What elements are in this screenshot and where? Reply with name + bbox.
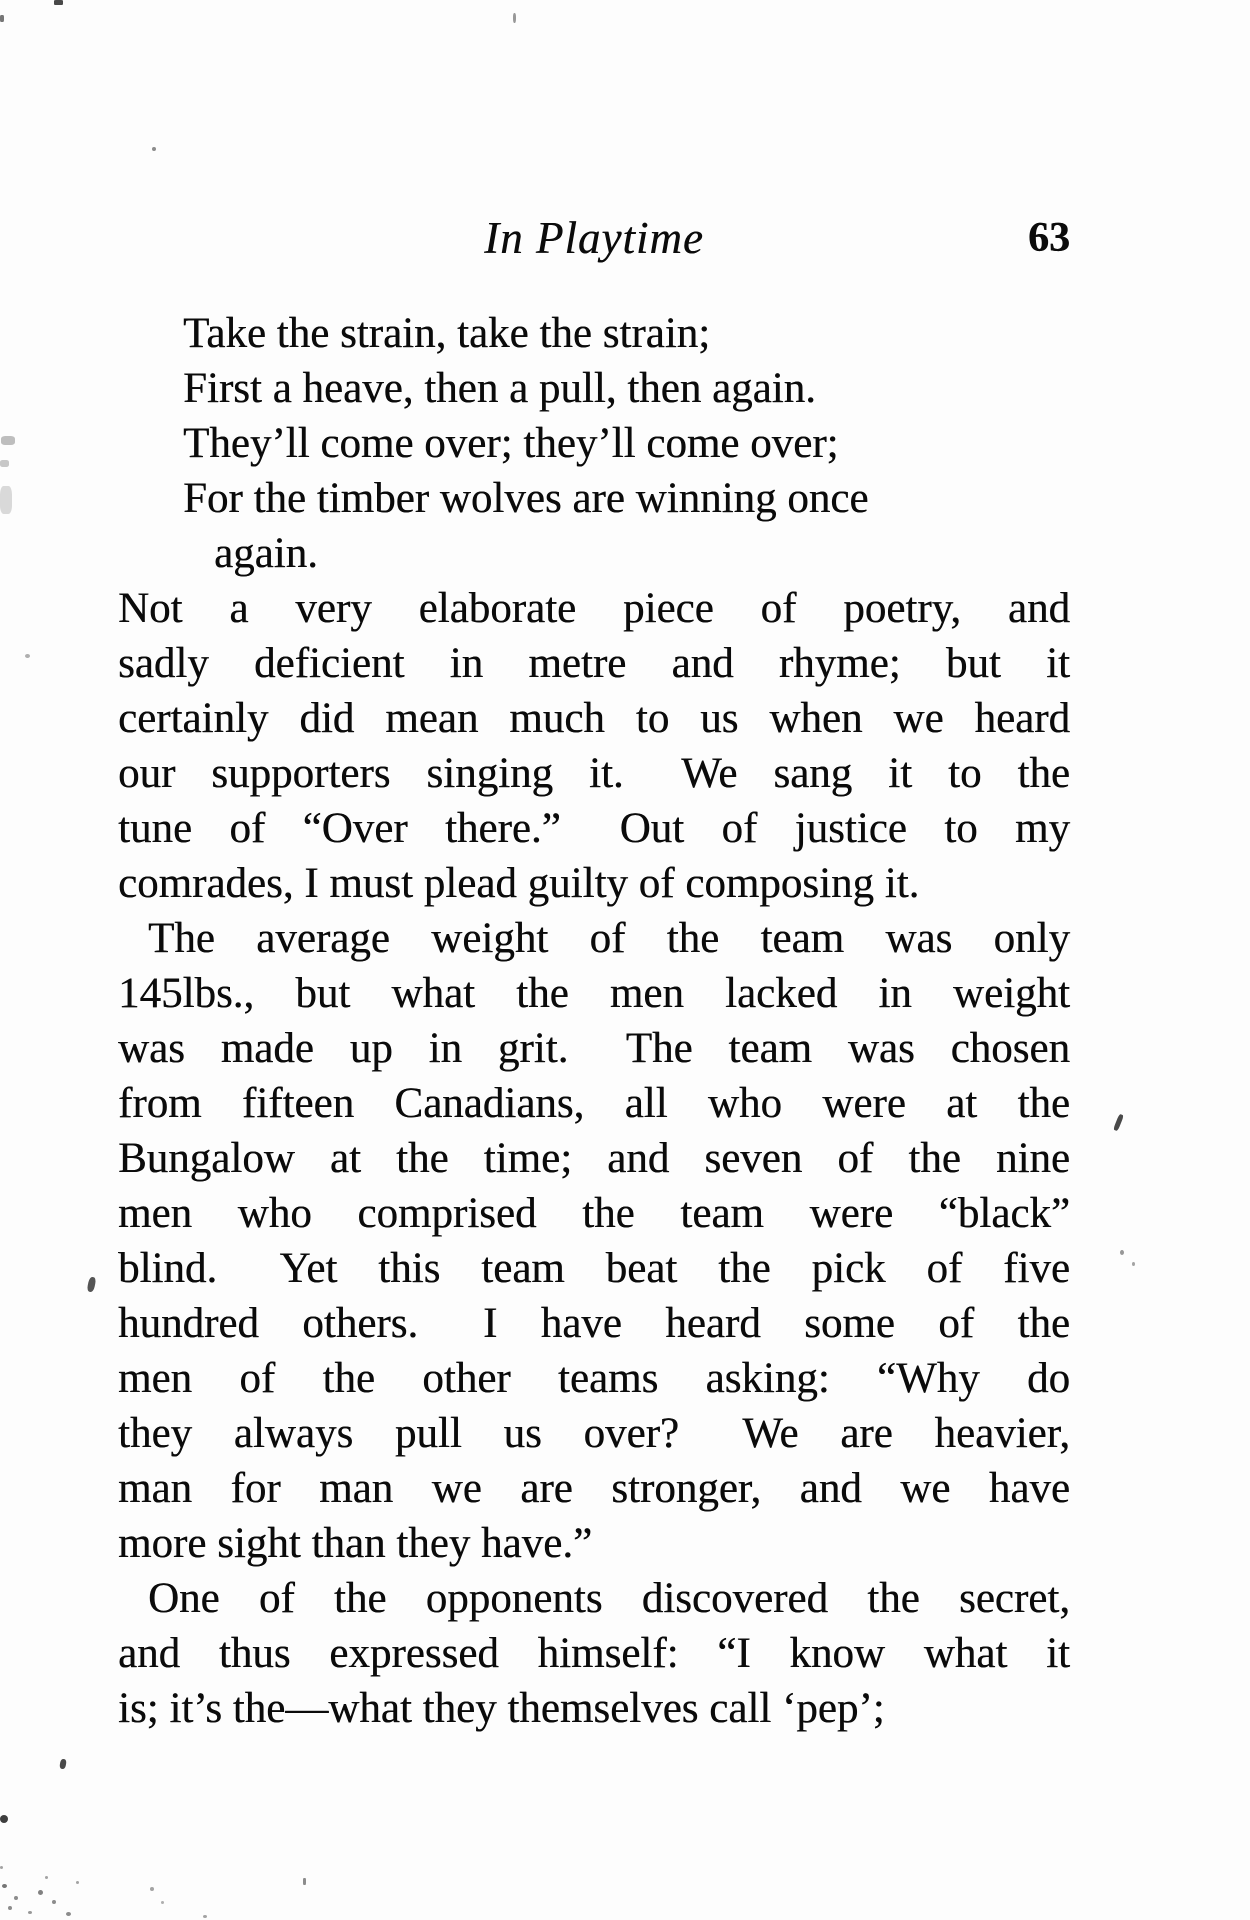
scan-artifact xyxy=(513,13,516,23)
scan-artifact xyxy=(8,1906,12,1910)
scan-artifact xyxy=(59,1759,67,1770)
scan-artifact xyxy=(1,436,15,445)
running-header xyxy=(118,208,1070,268)
text-line: Bungalow at the time; and seven of the nine xyxy=(118,1135,1070,1182)
scan-artifact xyxy=(0,486,12,514)
scan-artifact xyxy=(1120,1250,1124,1255)
scan-artifact xyxy=(52,1900,56,1904)
text-line: men of the other teams asking: “Why do xyxy=(118,1355,1070,1402)
scan-artifact xyxy=(152,147,156,151)
page-number: 63 xyxy=(1028,215,1070,261)
text-line: One of the opponents discovered the secret, xyxy=(148,1575,1070,1622)
text-line: man for man we are stronger, and we have xyxy=(118,1465,1070,1512)
text-line: First a heave, then a pull, then again. xyxy=(183,365,816,412)
scan-artifact xyxy=(38,1890,43,1895)
scan-artifact xyxy=(0,1815,8,1823)
scan-artifact xyxy=(203,1915,207,1918)
scan-artifact xyxy=(87,1276,97,1292)
text-line: tune of “Over there.” Out of justice to my xyxy=(118,805,1070,852)
text-line: Not a very elaborate piece of poetry, and xyxy=(118,585,1070,632)
text-line: sadly deficient in metre and rhyme; but it xyxy=(118,640,1070,687)
scan-artifact xyxy=(54,0,63,5)
text-lines xyxy=(118,306,1070,1736)
text-line: they always pull us over? We are heavier, xyxy=(118,1410,1070,1457)
text-line: Take the strain, take the strain; xyxy=(183,310,711,357)
scan-artifact xyxy=(66,1912,71,1916)
text-line: was made up in grit. The team was chosen xyxy=(118,1025,1070,1072)
text-line: men who comprised the team were “black” xyxy=(118,1190,1070,1237)
text-line: our supporters singing it. We sang it to the xyxy=(118,750,1070,797)
text-line: The average weight of the team was only xyxy=(148,915,1070,962)
scan-artifact xyxy=(2,1884,7,1888)
text-line: blind. Yet this team beat the pick of five xyxy=(118,1245,1070,1292)
text-line: hundred others. I have heard some of the xyxy=(118,1300,1070,1347)
scan-artifact xyxy=(1132,1262,1135,1266)
text-line: For the timber wolves are winning once xyxy=(183,475,869,522)
text-line: is; it’s the—what they themselves call ‘pep’; xyxy=(118,1685,885,1732)
scan-artifact xyxy=(1113,1114,1124,1132)
scan-artifact xyxy=(0,460,9,467)
scan-artifact xyxy=(161,1901,164,1904)
scan-artifact xyxy=(0,1866,3,1869)
scan-artifact xyxy=(303,1878,306,1885)
text-line: 145lbs., but what the men lacked in weight xyxy=(118,970,1070,1017)
scan-artifact xyxy=(150,1887,154,1891)
text-line: certainly did mean much to us when we heard xyxy=(118,695,1070,742)
scan-artifact xyxy=(45,1876,48,1879)
scan-artifact xyxy=(25,654,30,658)
running-head-title: In Playtime xyxy=(484,213,704,263)
scan-artifact xyxy=(0,15,4,22)
scan-artifact xyxy=(76,1881,79,1884)
text-line: comrades, I must plead guilty of composing it. xyxy=(118,860,920,907)
scan-artifact xyxy=(28,1911,32,1914)
text-line: more sight than they have.” xyxy=(118,1520,593,1567)
text-line: and thus expressed himself: “I know what it xyxy=(118,1630,1070,1677)
scan-artifact xyxy=(14,1896,18,1900)
text-line: They’ll come over; they’ll come over; xyxy=(183,420,839,467)
text-line: from fifteen Canadians, all who were at the xyxy=(118,1080,1070,1127)
text-line: again. xyxy=(214,530,318,577)
